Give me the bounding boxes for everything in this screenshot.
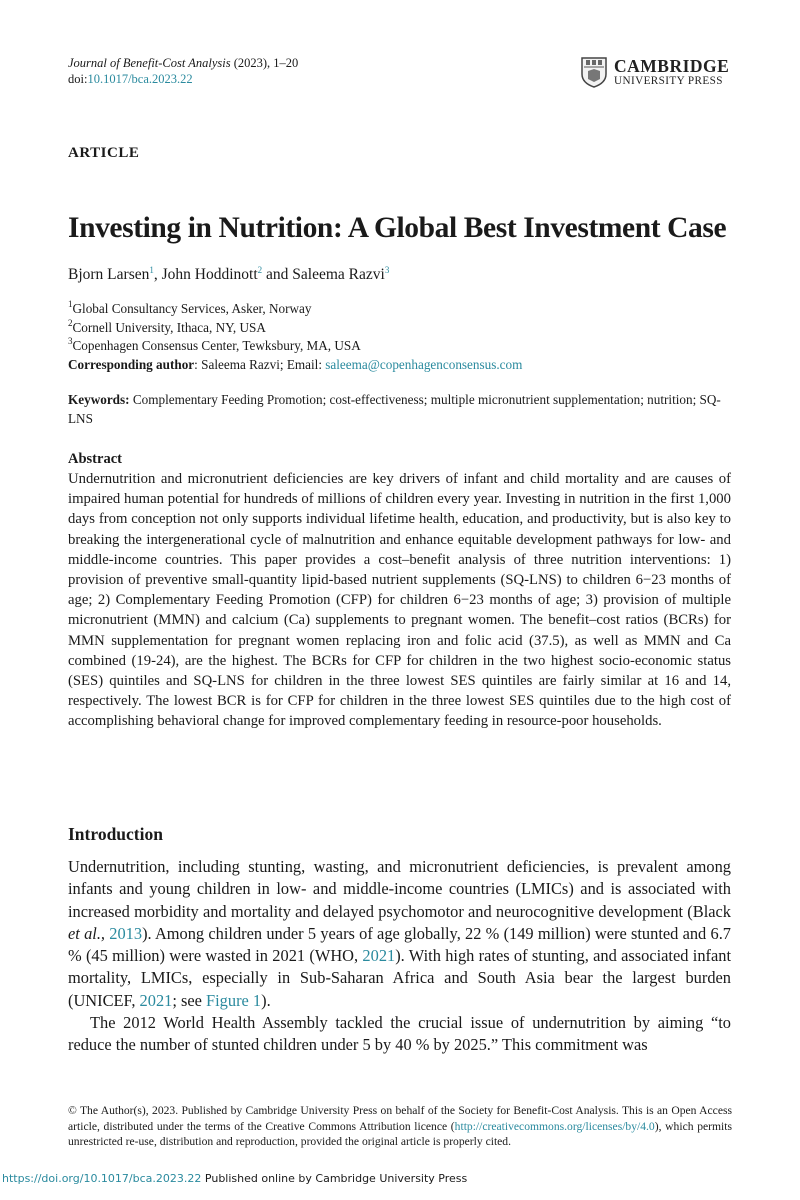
author-affiliation-link[interactable]: 1 bbox=[149, 265, 154, 275]
author-affiliation-link[interactable]: 3 bbox=[384, 265, 390, 275]
author-affiliation-link[interactable]: 2 bbox=[257, 265, 263, 275]
cambridge-crest-icon bbox=[580, 56, 608, 88]
journal-year-pages: (2023), 1–20 bbox=[233, 56, 299, 70]
author-name: Saleema Razvi bbox=[292, 266, 385, 283]
abstract-heading: Abstract bbox=[68, 451, 122, 467]
citation-link[interactable]: 2013 bbox=[109, 923, 143, 943]
email-link[interactable]: saleema@copenhagenconsensus.com bbox=[325, 356, 523, 372]
publisher-logo bbox=[580, 56, 730, 90]
publisher-name-line2: UNIVERSITY PRESS bbox=[614, 75, 723, 87]
affiliation-item: $^1$Global Consultancy Services, Asker, Norway bbox=[68, 299, 312, 316]
article-type-label: ARTICLE bbox=[68, 145, 140, 161]
keywords-label: Keywords: bbox=[68, 392, 130, 407]
corresponding-author: Corresponding author: Saleema Razvi; Email: saleema@copenhagenconsensus.com bbox=[68, 356, 523, 372]
affiliations bbox=[68, 300, 522, 374]
author-list: Bjorn Larsen$^1$, John Hoddinott$^2$ and Saleema Razvi$^3$ bbox=[68, 265, 390, 283]
affiliation-item: $^2$Cornell University, Ithaca, NY, USA bbox=[68, 317, 266, 335]
keywords bbox=[68, 390, 732, 428]
citation-link[interactable]: 2021 bbox=[362, 946, 396, 966]
author-name: John Hoddinott bbox=[161, 266, 258, 283]
paragraph: Undernutrition, including stunting, wasting, and micronutrient deficiencies, is prevalent among infants and young children in low- and middle-income countries (LMICs) and is associated with increased morbidity and mortality and delayed psychomotor and neurocognitive development (Black et al., 2013). Among children under 5 years of age globally, 22 % (149 million) were stunted and 6.7 % (45 million) were wasted in 2021 (WHO, 2021). With high rates of stunting, and associated infant mortality, LMICs, especially in Sub-Saharan Africa and South Asia bear the largest burden (UNICEF, 2021; see Figure 1). bbox=[68, 857, 731, 1010]
abstract-text: Undernutrition and micronutrient deficiencies are key drivers of infant and child mortality and are causes of impaired human potential for hundreds of millions of children every year. Investing in nutrition in the first 1,000 days from conception not only supports individual lifetime health, education, and productivity, but is also key to breaking the intergenerational cycle of malnutrition and enhance equitable development pathways for low- and middle-income countries. This paper provides a cost–benefit analysis of three nutrition interventions: 1) provision of preventive small-quantity lipid-based nutrient supplements (SQ-LNS) to children 6−23 months of age; 2) Complementary Feeding Promotion (CFP) for children 6−23 months of age; 3) provision of multiple micronutrient (MMN) and calcium (Ca) supplements to pregnant women. The benefit–cost ratios (BCRs) for MMN supplementation for pregnant women replacing iron and folic acid (37.5), as well as MMN and Ca combined (19-24), are the highest. The BCRs for CFP for children in the two highest socio-economic status (SES) quintiles and SQ-LNS for children in the three lowest SES quintiles are fairly similar at 16 and 14, respectively. The lowest BCR is for CFP for children in the three lowest SES quintiles due to the high cost of accomplishing behavioral change for improved complementary feeding in resource-poor households. bbox=[68, 471, 731, 730]
figure-link[interactable]: Figure 1 bbox=[206, 990, 262, 1010]
license-link[interactable]: http://creativecommons.org/licenses/by/4.0 bbox=[454, 1119, 655, 1133]
author-name: Bjorn Larsen bbox=[68, 266, 150, 283]
doi-link[interactable]: 10.1017/bca.2023.22 bbox=[87, 72, 193, 86]
keywords-text: Complementary Feeding Promotion; cost-effectiveness; multiple micronutrient supplementation; nutrition; SQ-LNS bbox=[68, 392, 721, 426]
published-online-bar: https://doi.org/10.1017/bca.2023.22 Published online by Cambridge University Press bbox=[2, 1172, 468, 1185]
publisher-name-line1: CAMBRIDGE bbox=[614, 56, 730, 76]
paragraph: The 2012 World Health Assembly tackled the crucial issue of undernutrition by aiming “to reduce the number of stunted children under 5 by 40 % by 2025.” This commitment was bbox=[68, 1013, 731, 1055]
doi-prefix: doi: bbox=[68, 72, 88, 86]
journal-name: Journal of Benefit-Cost Analysis bbox=[68, 56, 231, 70]
license-footer: © The Author(s), 2023. Published by Cambridge University Press on behalf of the Society for Benefit-Cost Analysis. This is an Open Access article, distributed under the terms of the Creative Commons Attribution licence (http://creativecommons.org/licenses/by/4.0), which permits unrestricted re-use, distribution and reproduction, provided the original article is properly cited. bbox=[68, 1104, 732, 1149]
affiliation-item: $^3$Copenhagen Consensus Center, Tewksbury, MA, USA bbox=[68, 336, 361, 353]
journal-header bbox=[68, 55, 298, 87]
citation-link[interactable]: 2021 bbox=[139, 990, 173, 1010]
doi-url-link[interactable]: https://doi.org/10.1017/bca.2023.22 bbox=[2, 1172, 202, 1185]
article-title: Investing in Nutrition: A Global Best Investment Case bbox=[68, 212, 727, 244]
introduction-heading: Introduction bbox=[68, 824, 163, 844]
introduction-body bbox=[68, 856, 731, 1057]
